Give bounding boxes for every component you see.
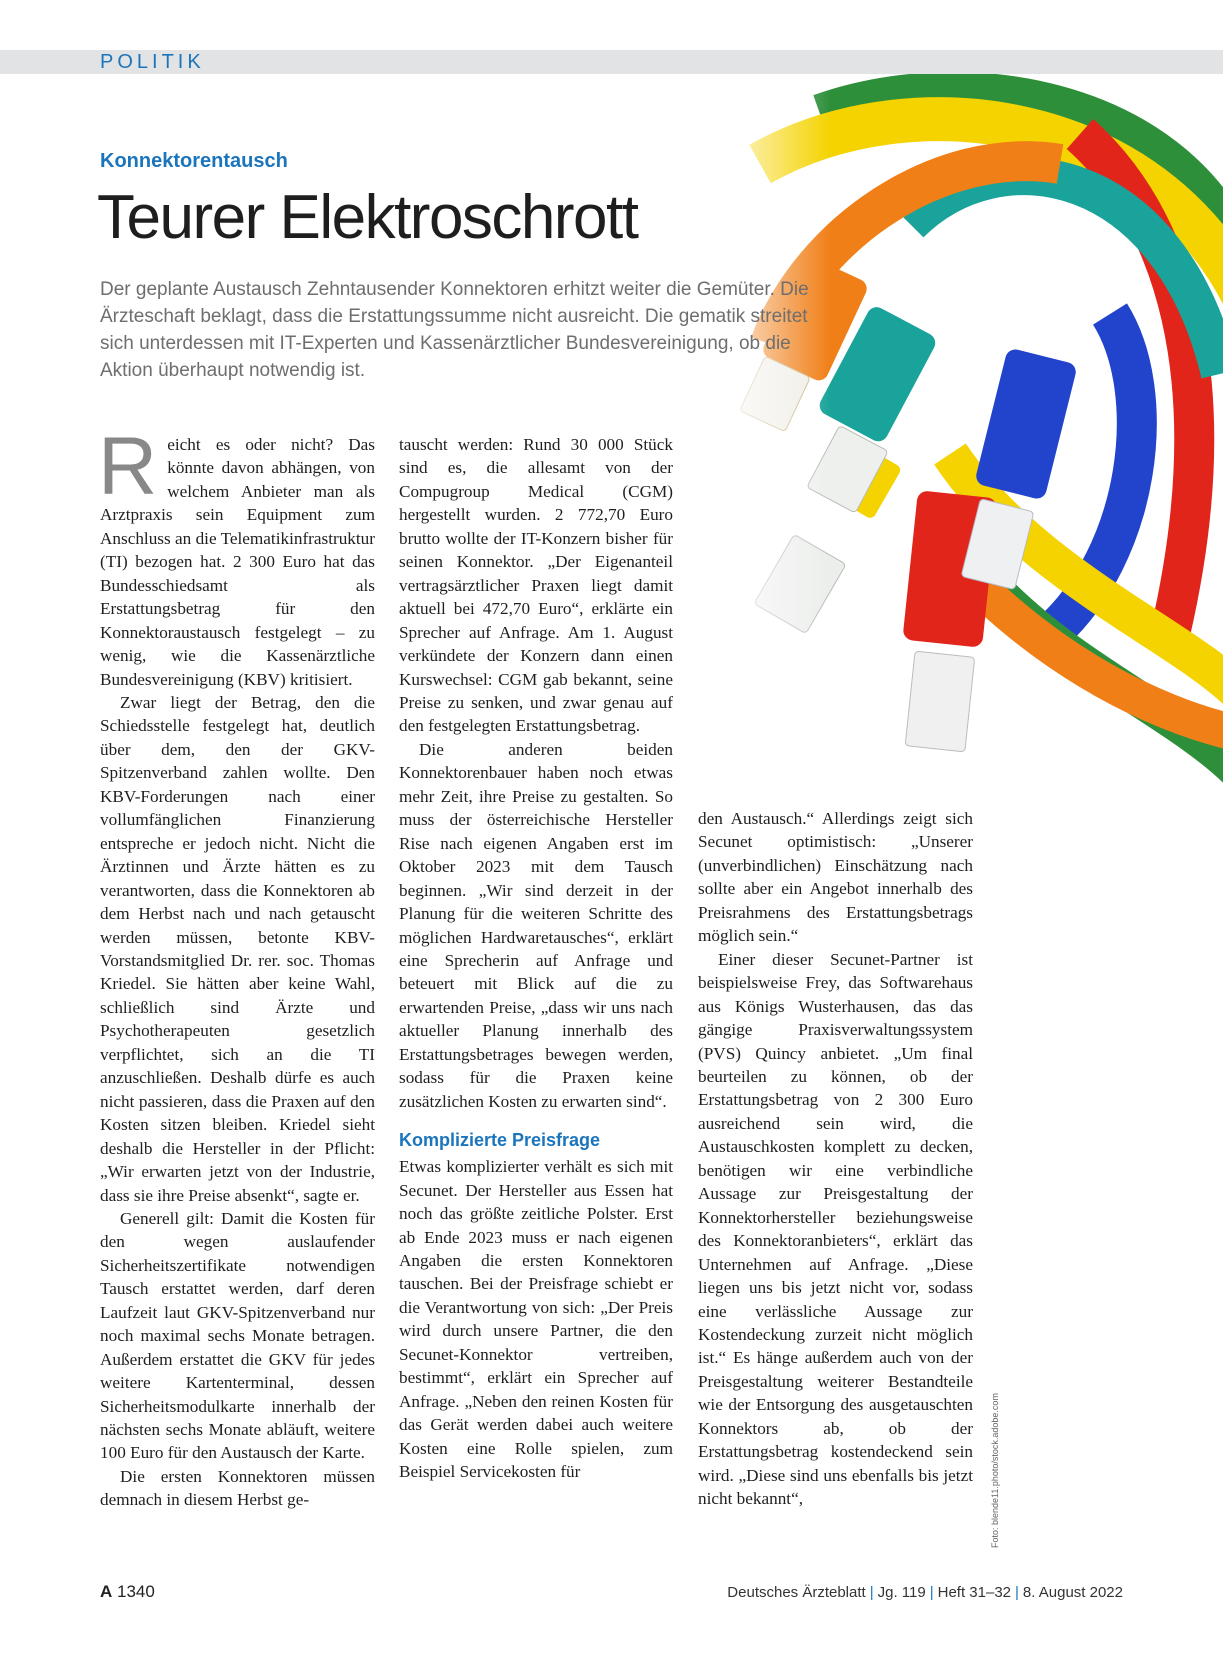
page-number [100,1582,155,1602]
journal-issue: Heft 31–32 [937,1584,1011,1601]
paragraph-1 [98,421,375,691]
text-column-2 [399,433,673,1558]
dropcap: R [98,421,158,512]
paragraph-4: Die ersten Konnektoren müssen demnach in diesem Herbst ge- [100,1466,375,1510]
journal-volume: Jg. 119 [877,1584,926,1601]
journal-date: 8. August 2022 [1022,1584,1123,1601]
paragraph-1-text: eicht es oder nicht? Das könnte davon abhängen, von welchem Anbieter man als Arztpraxis sein Equipment zum Anschluss an die Telematikinfrastruktur (TI) bezogen hat. 2 300 Euro hat das Bundesschiedsamt als Erstattungsbetrag für den Konnektoraustausch festgelegt – zu wenig, wie die Kassenärztliche Bundesvereinigung (KBV) kritisiert. [100,435,375,689]
page-number-value: 1340 [117,1582,155,1601]
separator: | [929,1584,934,1601]
article-kicker: Konnektorentausch [100,150,288,172]
journal-footer [727,1584,1123,1601]
paragraph-9: Einer dieser Secunet-Partner ist beispielsweise Frey, das Softwarehaus aus Königs Wusterhausen, das das gängige Praxisverwaltungssystem (PVS) Quincy anbietet. „Um final beurteilen zu können, ob der Erstattungsbetrag von 2 300 Euro ausreichend sein wird, die Austauschkosten komplett zu decken, benötigen wir eine verbindliche Aussage zur Preisgestaltung der Konnektorhersteller beziehungsweise des Konnektoranbieters“, erklärt das Unternehmen auf Anfrage. „Diese liegen uns bis jetzt nicht vor, sodass eine verlässliche Aussage zur Kostendeckung zurzeit nicht möglich ist.“ Es hänge außerdem auch von der Preisgestaltung weiterer Bestandteile wie der Entsorgung des ausgetauschten Konnektors ab, ob der Erstattungsbetrag kostendeckend sein wird. „Diese sind uns ebenfalls bis jetzt nicht bekannt“, [698,949,973,1509]
paragraph-8: den Austausch.“ Allerdings zeigt sich Secunet optimistisch: „Unserer (unverbindlichen) Einschätzung nach sollte aber ein Angebot innerhalb des Preisrahmens des Erstattungsbetrags möglich sein.“ [698,809,973,946]
journal-name: Deutsches Ärzteblatt [727,1584,866,1601]
separator: | [869,1584,874,1601]
paragraph-3: Generell gilt: Damit die Kosten für den wegen auslaufender Sicherheitszertifikate notwendigen Tausch erstattet werden, darf deren Laufzeit laut GKV-Spitzenverband nur noch maximal sechs Monate betragen. Außerdem erstattet die GKV für jedes weitere Kartenterminal, dessen Sicherheitsmodulkarte innerhalb der nächsten sechs Monate abläuft, weitere 100 Euro für den Austausch der Karte. [100,1208,375,1463]
paragraph-7: Etwas komplizierter verhält es sich mit Secunet. Der Hersteller aus Essen hat noch das größte zeitliche Polster. Erst ab Ende 2023 muss er nach eigenen Angaben die ersten Konnektoren tauschen. Bei der Preisfrage schiebt er die Verantwortung von sich: „Der Preis wird durch unsere Partner, die den Secunet-Konnektor vertreiben, bestimmt“, erklärt ein Sprecher auf Anfrage. „Neben den reinen Kosten für das Gerät werden dabei auch weitere Kosten eine Rolle spielen, zum Beispiel Servicekosten für [399,1157,673,1482]
text-column-3 [698,807,973,1558]
separator: | [1015,1584,1019,1601]
paragraph-5: tauscht werden: Rund 30 000 Stück sind es, die allesamt von der Compugroup Medical (CGM) hergestellt wurden. 2 772,70 Euro brutto wollte der IT-Konzern bisher für seinen Konnektor. „Der Eigenanteil vertragsärztlicher Praxen liegt damit aktuell bei 472,70 Euro“, erklärte ein Sprecher auf Anfrage. Am 1. August verkündete der Konzern dann einen Kurswechsel: CGM gab bekannt, seine Preise zu senken, und zwar genau auf den festgelegten Erstattungsbetrag. [399,435,673,736]
paragraph-6: Die anderen beiden Konnektorenbauer haben noch etwas mehr Zeit, ihre Preise zu gestalten. So muss der österreichische Hersteller Rise nach eigenen Angaben erst im Oktober 2023 mit dem Tausch beginnen. „Wir sind derzeit in der Planung für die weiteren Schritte des möglichen Hardwaretausches“, erklärt eine Sprecherin auf Anfrage und beteuert mit Blick auf die zu erwartenden Preise, „dass wir uns nach aktueller Planung innerhalb des Erstattungsbetrages bewegen werden, sodass für die Praxen keine zusätzlichen Kosten zu erwarten sind“. [399,739,673,1111]
article-lead: Der geplante Austausch Zehntausender Konnektoren erhitzt weiter die Gemüter. Die Ärzteschaft beklagt, dass die Erstattungssumme nicht ausreicht. Die gematik streitet sich unterdessen mit IT-Experten und Kassenärztlicher Bundesvereinigung, ob die Aktion überhaupt notwendig ist. [100,279,809,381]
section-label: POLITIK [100,51,205,73]
text-column-1 [98,421,375,1558]
subheading: Komplizierte Preisfrage [399,1130,601,1151]
photo-credit: Foto: blende11.photo/stock.adobe.com [990,1393,1000,1548]
page-prefix: A [100,1582,113,1601]
article-title: Teurer Elektroschrott [97,183,638,252]
paragraph-2: Zwar liegt der Betrag, den die Schiedsstelle festgelegt hat, deutlich über dem, den der GKV-Spitzenverband zahlen wollte. Den KBV-Forderungen nach einer vollumfänglichen Finanzierung entspreche er jedoch nicht. Nicht die Ärztinnen und Ärzte hätten es zu verantworten, dass die Konnektoren ab dem Herbst nach und nach getauscht werden müssen, betonte KBV-Vorstandsmitglied Dr. rer. soc. Thomas Kriedel. Sie hätten aber keine Wahl, schließlich sind Ärzte und Psychotherapeuten gesetzlich verpflichtet, sich an die TI anzuschließen. Deshalb dürfe es auch nicht passieren, dass die Praxen auf den Kosten sitzen bleiben. Kriedel sieht deshalb die Hersteller in der Pflicht: „Wir erwarten jetzt von der Industrie, dass sie ihre Preise absenkt“, sagte er. [100,692,375,1205]
